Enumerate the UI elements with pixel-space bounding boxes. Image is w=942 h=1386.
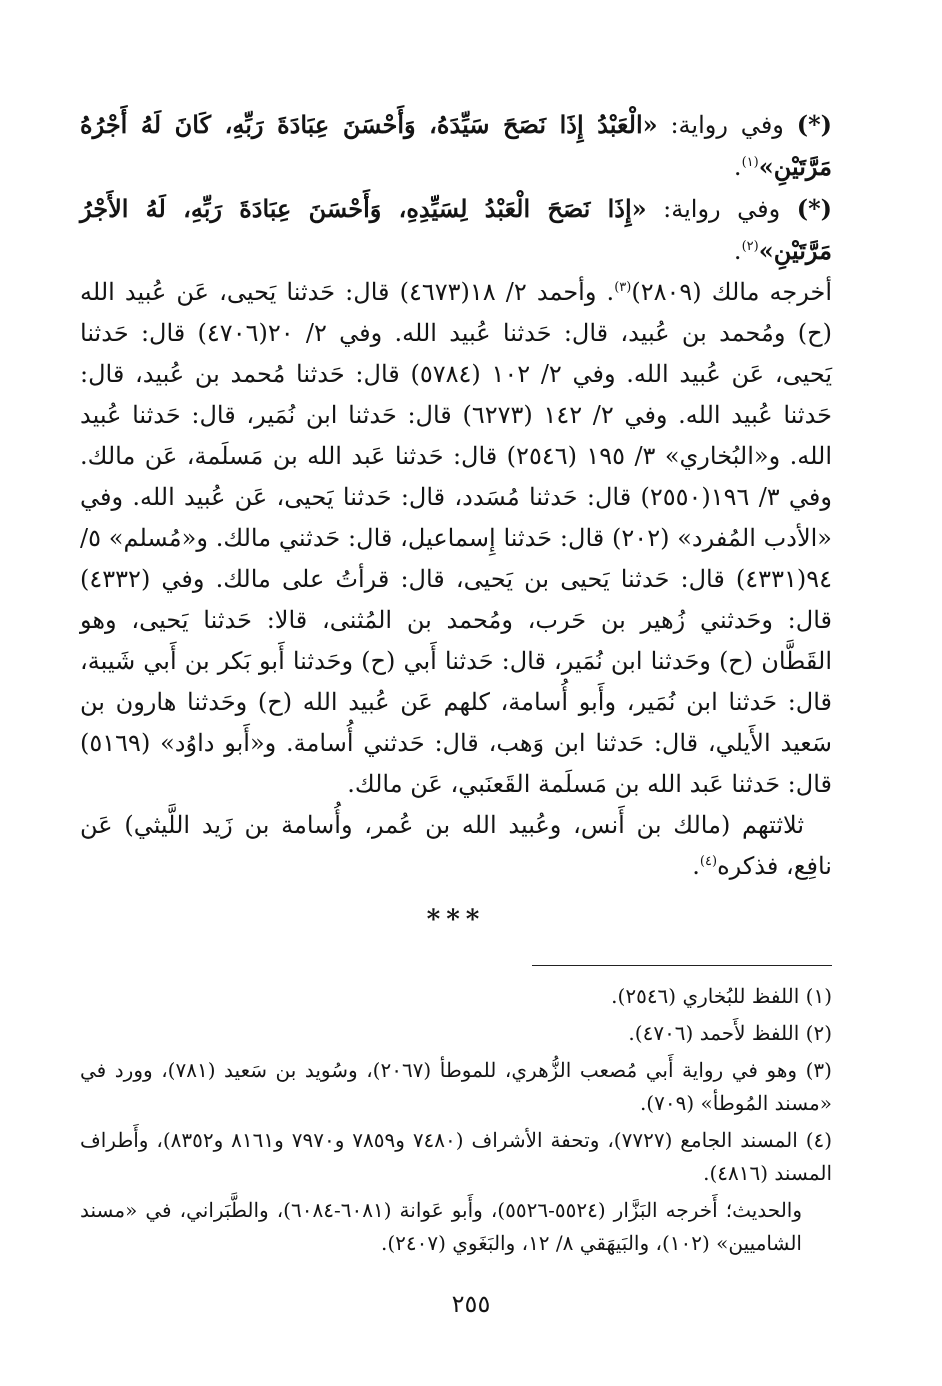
footnote-ref-2[interactable]: (٢)	[741, 239, 759, 254]
footnote-text: وهو في رواية أَبي مُصعب الزُّهري، للموطأ (٢٠٦٧)، وسُويد بن سَعيد (٧٨١)، وورد في «مسند المُوطأ» (٧٠٩).	[80, 1058, 832, 1115]
footnote-number: (١)	[805, 984, 832, 1008]
footnote-ref-1[interactable]: (١)	[741, 155, 759, 170]
footnote-text: المسند الجامع (٧٧٢٧)، وتحفة الأشراف (٧٤٨٠ و٧٨٥٩ و٧٩٧٠ و٨١٦١ و٨٣٥٢)، وأَطراف المسند (٤٨١٦).	[80, 1128, 832, 1185]
hadith-quote: «الْعَبْدُ إِذَا نَصَحَ سَيِّدَهُ، وَأَحْسَنَ عِبَادَةَ رَبِّهِ، كَانَ لَهُ أَجْرُهُ مَرَّتَيْنِ»	[80, 110, 832, 181]
section-separator: ***	[426, 905, 486, 935]
riwaya-end: .	[733, 237, 742, 265]
riwaya-paragraph-2	[80, 188, 832, 272]
footnote-ref-4[interactable]: (٤)	[699, 854, 718, 869]
takhrij-start: أخرجه مالك (٢٨٠٩)	[631, 278, 833, 306]
footnote-4	[80, 1124, 832, 1190]
riwaya-marker: (*)	[796, 110, 832, 139]
riwaya-end: .	[733, 153, 742, 181]
riwaya-paragraph-1	[80, 104, 832, 188]
hadith-quote: «إِذَا نَصَحَ الْعَبْدُ لِسَيِّدِهِ، وَأَحْسَنَ عِبَادَةَ رَبِّهِ، لَهُ الأَجْرُ مَرَّتَيْنِ»	[80, 194, 832, 265]
footnote-ref-3[interactable]: (٣)	[614, 280, 632, 295]
footnote-rule	[532, 965, 832, 966]
footnote-number: (٢)	[805, 1021, 832, 1045]
footnote-1	[80, 980, 832, 1013]
summary-text: ثلاثتهم (مالك بن أَنس، وعُبيد الله بن عُمر، وأُسامة بن زَيد اللَّيثي) عَن نافِع، فذكره	[80, 811, 832, 880]
riwaya-intro: وفي رواية:	[657, 111, 797, 139]
footnote-3	[80, 1054, 832, 1120]
footnotes	[80, 980, 832, 1260]
summary-end: .	[692, 852, 700, 880]
riwaya-marker: (*)	[796, 194, 832, 223]
footnote-text: اللفظ لأَحمد (٤٧٠٦).	[628, 1021, 806, 1045]
footnote-2	[80, 1017, 832, 1050]
footnote-number: (٤)	[805, 1128, 833, 1152]
footnote-number: (٣)	[805, 1058, 832, 1082]
footnote-text: اللفظ للبُخاري (٢٥٤٦).	[611, 984, 806, 1008]
main-text	[80, 104, 832, 935]
takhrij-body: . وأحمد ٢/ ١٨(٤٦٧٣) قال: حَدثنا يَحيى، عَن عُبيد الله (ح) ومُحمد بن عُبيد، قال: حَدثنا عُبيد الله. وفي ٢/ ٢٠(٤٧٠٦) قال: حَدثنا يَحيى، عَن عُبيد الله. وفي ٢/ ١٠٢ (٥٧٨٤) قال: حَدثنا مُحمد بن عُبيد، قال: حَدثنا عُبيد الله. وفي ٢/ ١٤٢ (٦٢٧٣) قال: حَدثنا ابن نُمَير، قال: حَدثنا عُبيد الله. و«البُخاري» ٣/ ١٩٥ (٢٥٤٦) قال: حَدثنا عَبد الله بن مَسلَمة، عَن مالك. وفي ٣/ ١٩٦(٢٥٥٠) قال: حَدثنا مُسَدد، قال: حَدثنا يَحيى، عَن عُبيد الله. وفي «الأدب المُفرد» (٢٠٢) قال: حَدثنا إِسماعيل، قال: حَدثني مالك. و«مُسلم» ٥/ ٩٤(٤٣٣١) قال: حَدثنا يَحيى بن يَحيى، قال: قرأتُ على مالك. وفي (٤٣٣٢) قال: وحَدثني زُهير بن حَرب، ومُحمد بن المُثنى، قالا: حَدثنا يَحيى، وهو القَطَّان (ح) وحَدثنا ابن نُمَير، قال: حَدثنا أَبي (ح) وحَدثنا أَبو بَكر بن أَبي شَيبة، قال: حَدثنا ابن نُمَير، وأَبو أُسامة، كلهم عَن عُبيد الله (ح) وحَدثنا هارون بن سَعيد الأَيلي، قال: حَدثنا ابن وَهب، قال: حَدثني أُسامة. و«أَبو داوُد» (٥١٦٩) قال: حَدثنا عَبد الله بن مَسلَمة القَعنَبي، عَن مالك.	[80, 278, 833, 798]
takhrij-paragraph	[80, 272, 832, 805]
summary-paragraph	[80, 805, 832, 887]
footnote-continuation: والحديث؛ أَخرجه البَزَّار (٥٥٢٤-٥٥٢٦)، وأَبو عَوانة (٦٠٨١-٦٠٨٤)، والطَّبَراني، في «مسند الشاميين» (١٠٢)، والبَيهَقي ٨/ ١٢، والبَغَوي (٢٤٠٧).	[80, 1198, 803, 1255]
riwaya-intro: وفي رواية:	[646, 195, 797, 223]
page-number: ٢٥٥	[451, 1290, 491, 1318]
